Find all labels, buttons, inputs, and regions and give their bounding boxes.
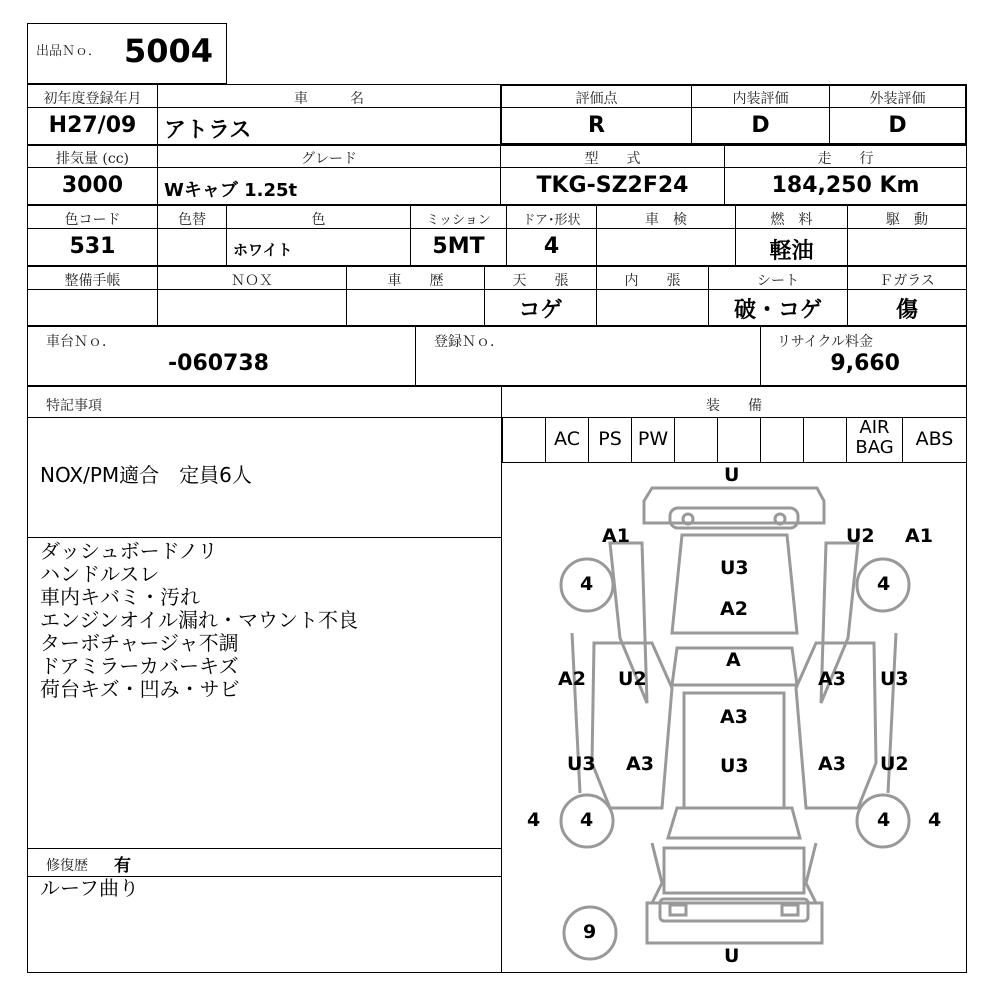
color-change-value-cell [157,228,227,266]
tire-rear-left-outer-mark: 4 [527,809,541,831]
model-value: TKG-SZ2F24 [536,173,689,198]
interior-label: 内装評価 [732,91,789,107]
recycle-cell [760,326,967,386]
chassis-cell [27,326,416,386]
door-label-cell [506,205,597,229]
mark-bed-center: U3 [720,755,749,777]
inner-label-cell [596,266,709,290]
mark-cab-center: A3 [720,706,748,728]
equipment-item: AC [554,428,580,450]
tire-rear-right-mark: 4 [877,809,891,831]
maintenance-label-cell [27,266,158,290]
equipment-label-cell [501,386,967,418]
fuel-label-cell [735,205,848,229]
displacement-label: 排気量 (cc) [55,151,130,167]
inspection-label-cell [596,205,736,229]
registration-label: 登録Ｎｏ． [434,334,504,350]
mark-right-a3-lower: A3 [818,753,846,775]
damage-diagram-cell [501,462,967,973]
mark-right-u2: U2 [880,753,909,775]
mark-hood-1: U3 [720,557,749,579]
tire-rear-left-mark: 4 [580,809,594,831]
remarks-label-cell [27,386,502,418]
car-name-label-cell [157,84,501,108]
mark-left-a3: A3 [626,753,654,775]
grade-value: Wキャブ 1.25t [164,180,298,201]
equipment-row [501,417,967,463]
score-value-cell [501,107,692,144]
displacement-value-cell [27,167,158,205]
fuel-label: 燃 料 [770,212,813,228]
color-change-label-cell [157,205,227,229]
equipment-item: AIR BAG [855,417,894,458]
ceiling-value-cell [484,289,597,326]
mark-top: U [724,464,740,486]
equipment-cell [846,417,903,463]
equipment-cell [631,417,675,463]
exterior-value: D [888,113,907,138]
mission-value: 5MT [432,234,485,259]
mission-label-cell [410,205,507,229]
spare-tire-mark: 9 [583,921,597,943]
model-label-cell [500,145,725,168]
car-name-value-cell [157,107,501,145]
door-label: ドア･形状 [522,213,581,228]
model-value-cell [500,167,725,205]
drive-label-cell [847,205,967,229]
lot-box [27,23,227,84]
repair-value: 有 [114,856,131,876]
mission-value-cell [410,228,507,266]
color-code-label-cell [27,205,158,229]
nox-label-cell [157,266,347,290]
equipment-cell [902,417,967,463]
lot-label: 出品Ｎｏ． [36,44,102,59]
equipment-label: 装 備 [706,398,762,414]
remarks-note: 荷台キズ・凹み・サビ [40,677,240,701]
maintenance-label: 整備手帳 [64,273,121,289]
fglass-label-cell [847,266,967,290]
mission-label: ミッション [426,213,491,228]
mileage-value-cell [724,167,967,205]
equipment-cell [545,417,589,463]
reg-value-cell [27,107,158,145]
reg-label-cell [27,84,158,108]
model-label: 型 式 [584,151,641,167]
recycle-label: リサイクル料金 [777,334,874,350]
history-label: 車 歴 [387,273,444,289]
reg-label: 初年度登録年月 [43,91,142,107]
repair-label-cell [27,848,502,877]
inspection-label: 車 検 [645,212,687,228]
inner-value-cell [596,289,709,326]
remarks-note: 車内キバミ・汚れ [40,585,200,609]
recycle-value: 9,660 [830,351,900,376]
displacement-label-cell [27,145,158,168]
mark-front-left: A1 [602,525,630,547]
ceiling-label-cell [484,266,597,290]
mark-bottom: U [724,945,740,967]
grade-value-cell [157,167,501,205]
seat-label-cell [708,266,848,290]
maintenance-value-cell [27,289,158,326]
car-name-value: アトラス [164,118,252,143]
repair-label: 修復歴 [46,858,88,874]
fglass-value-cell [847,289,967,326]
seat-value-cell [708,289,848,326]
tire-front-left-mark: 4 [580,573,594,595]
tire-front-right-mark: 4 [877,573,891,595]
equipment-cell [674,417,718,463]
seat-value: 破・コゲ [733,298,822,323]
equipment-cell [717,417,761,463]
color-code-label: 色コード [64,212,121,228]
equipment-cell [588,417,632,463]
fglass-value: 傷 [895,298,918,323]
color-label-cell [226,205,411,229]
mark-left-u2: U2 [618,668,647,690]
grade-label-cell [157,145,501,168]
repair-note-cell [27,876,502,973]
color-value-cell [226,228,411,266]
mileage-value: 184,250 Km [771,173,920,198]
fuel-value-cell [735,228,848,266]
inspection-value-cell [596,228,736,266]
mark-front-right-u: U2 [846,525,875,547]
color-value: ホワイト [233,241,293,259]
remarks-top-cell [27,417,502,538]
remarks-label: 特記事項 [46,398,102,414]
score-label: 評価点 [575,91,618,107]
mileage-label-cell [724,145,967,168]
mark-left-a2: A2 [558,668,586,690]
nox-value-cell [157,289,347,326]
equipment-cell [760,417,804,463]
seat-label: シート [757,273,799,289]
displacement-value: 3000 [61,173,124,198]
score-value: R [588,113,605,138]
remarks-note: ダッシュボードノリ [40,539,218,563]
lot-number: 5004 [124,32,214,70]
mark-hood-2: A2 [720,598,748,620]
exterior-label-cell [829,85,966,108]
exterior-label: 外装評価 [869,91,926,107]
exterior-value-cell [829,107,966,144]
registration-cell [415,326,761,386]
ceiling-label: 天 張 [512,273,569,289]
nox-label: ＮＯＸ [231,273,273,289]
equipment-cell [803,417,847,463]
drive-label: 駆 動 [886,212,928,228]
interior-value-cell [691,107,830,144]
equipment-item: PS [598,428,622,450]
interior-value: D [751,113,770,138]
chassis-value: -060738 [168,351,269,376]
mark-right-u3: U3 [880,668,909,690]
inner-label: 内 張 [624,273,681,289]
color-code-value: 531 [69,234,116,259]
score-label-cell [501,85,692,108]
door-value: 4 [543,234,560,259]
mileage-label: 走 行 [817,151,874,167]
equipment-item: PW [637,428,669,450]
interior-label-cell [691,85,830,108]
mark-roof: A [726,649,741,671]
color-code-value-cell [27,228,158,266]
remarks-note: エンジンオイル漏れ・マウント不良 [40,608,358,632]
car-name-label: 車 名 [294,91,364,107]
mark-right-a3-upper: A3 [818,668,846,690]
remarks-notes-cell [27,537,502,849]
grade-label: グレード [301,151,357,167]
history-label-cell [346,266,485,290]
equipment-cell [502,417,546,463]
ceiling-value: コゲ [518,298,563,323]
repair-note: ルーフ曲り [40,876,139,900]
fglass-label: Ｆガラス [879,273,935,289]
reg-value: H27/09 [48,113,137,138]
remarks-line1: NOX/PM適合 定員6人 [40,463,252,487]
color-change-label: 色替 [178,212,206,228]
drive-value-cell [847,228,967,266]
fuel-value: 軽油 [769,239,814,264]
remarks-note: ターボチャージャ不調 [40,631,239,655]
color-label: 色 [311,212,326,228]
history-value-cell [346,289,485,326]
equipment-item: ABS [915,428,954,450]
chassis-label: 車台Ｎｏ． [46,334,116,350]
mark-left-u3: U3 [567,753,596,775]
tire-rear-right-outer-mark: 4 [928,809,942,831]
door-value-cell [506,228,597,266]
mark-front-right-a: A1 [905,525,933,547]
remarks-note: ハンドルスレ [40,562,160,586]
remarks-note: ドアミラーカバーキズ [40,654,239,678]
